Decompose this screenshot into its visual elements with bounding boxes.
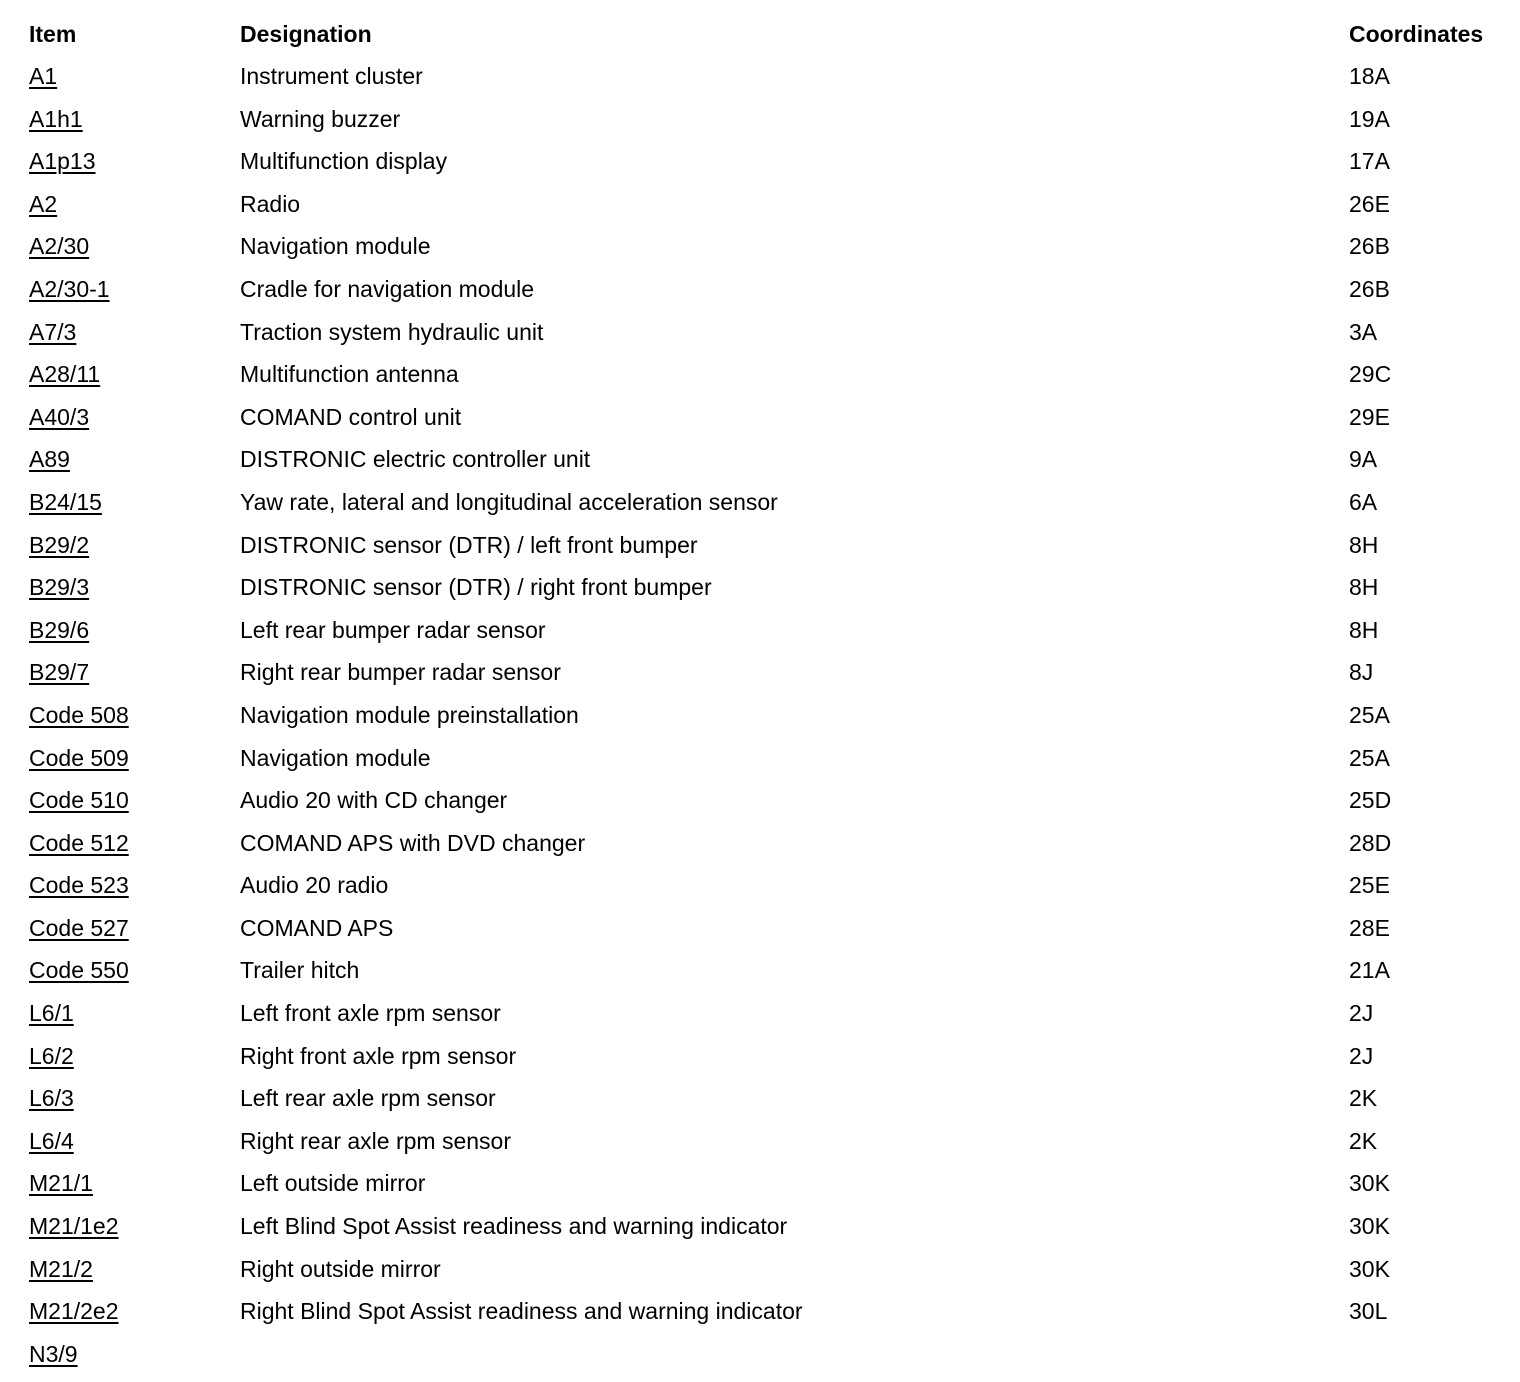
designation-cell: Left rear axle rpm sensor bbox=[240, 1085, 496, 1112]
item-link[interactable]: A40/3 bbox=[29, 403, 90, 430]
table-row bbox=[0, 689, 1520, 732]
item-link[interactable]: L6/3 bbox=[29, 1085, 74, 1112]
table-row bbox=[0, 859, 1520, 902]
table-row bbox=[0, 987, 1520, 1030]
designation-column-header: Designation bbox=[240, 21, 372, 47]
coordinates-cell: 21A bbox=[1349, 957, 1390, 984]
coordinates-cell: 30K bbox=[1349, 1255, 1390, 1282]
table-row bbox=[0, 1243, 1520, 1286]
table-row bbox=[0, 774, 1520, 817]
item-link[interactable]: A2/30 bbox=[29, 233, 90, 260]
designation-cell: DISTRONIC sensor (DTR) / left front bumper bbox=[240, 531, 698, 558]
item-link[interactable]: Code 510 bbox=[29, 787, 129, 814]
coordinates-cell: 8H bbox=[1349, 616, 1379, 643]
coordinates-cell: 30L bbox=[1349, 1298, 1388, 1325]
item-link[interactable]: L6/1 bbox=[29, 1000, 74, 1027]
table-row bbox=[0, 519, 1520, 562]
coordinates-cell: 6A bbox=[1349, 488, 1378, 515]
item-link[interactable]: A89 bbox=[29, 446, 70, 473]
item-link[interactable]: Code 523 bbox=[29, 872, 129, 899]
designation-cell: Trailer hitch bbox=[240, 957, 360, 984]
coordinates-cell: 17A bbox=[1349, 148, 1390, 175]
coordinates-cell: 28D bbox=[1349, 829, 1392, 856]
designation-cell: Right rear axle rpm sensor bbox=[240, 1127, 511, 1154]
item-link[interactable]: B29/7 bbox=[29, 659, 90, 686]
item-link[interactable]: A2/30-1 bbox=[29, 275, 110, 302]
table-row bbox=[0, 561, 1520, 604]
coordinates-cell: 9A bbox=[1349, 446, 1378, 473]
coordinates-cell: 8J bbox=[1349, 659, 1374, 686]
coordinates-cell: 18A bbox=[1349, 63, 1390, 89]
table-row bbox=[0, 476, 1520, 519]
designation-cell: Multifunction display bbox=[240, 148, 448, 175]
designation-cell: Cradle for navigation module bbox=[240, 275, 535, 302]
item-link[interactable]: A7/3 bbox=[29, 318, 77, 345]
designation-cell: Left rear bumper radar sensor bbox=[240, 616, 546, 643]
table-row bbox=[0, 1072, 1520, 1115]
item-link[interactable]: A28/11 bbox=[29, 361, 101, 388]
coordinates-cell: 29E bbox=[1349, 403, 1390, 430]
table-row bbox=[0, 50, 1520, 93]
designation-cell: Right outside mirror bbox=[240, 1255, 441, 1282]
table-row bbox=[0, 1157, 1520, 1200]
table-row bbox=[0, 135, 1520, 178]
coordinates-cell: 28E bbox=[1349, 914, 1390, 941]
coordinates-cell: 8H bbox=[1349, 574, 1379, 601]
coordinates-cell: 29C bbox=[1349, 361, 1392, 388]
item-link[interactable]: M21/2e2 bbox=[29, 1298, 119, 1325]
item-link[interactable]: B24/15 bbox=[29, 488, 102, 515]
item-link[interactable]: B29/2 bbox=[29, 531, 90, 558]
item-link[interactable]: L6/4 bbox=[29, 1127, 74, 1154]
table-row bbox=[0, 306, 1520, 349]
item-link[interactable]: A1 bbox=[29, 63, 58, 89]
table-row bbox=[0, 604, 1520, 647]
table-row bbox=[0, 263, 1520, 306]
designation-cell: DISTRONIC electric controller unit bbox=[240, 446, 591, 473]
designation-cell: Radio bbox=[240, 190, 301, 217]
item-link[interactable]: Code 512 bbox=[29, 829, 129, 856]
table-row bbox=[0, 348, 1520, 391]
designation-cell: Instrument cluster bbox=[240, 63, 423, 89]
coordinates-cell: 2K bbox=[1349, 1127, 1378, 1154]
table-row bbox=[0, 1030, 1520, 1073]
designation-cell: Left outside mirror bbox=[240, 1170, 426, 1197]
designation-cell: DISTRONIC sensor (DTR) / right front bumper bbox=[240, 574, 712, 601]
table-row bbox=[0, 178, 1520, 221]
designation-cell: Audio 20 radio bbox=[240, 872, 389, 899]
item-link[interactable]: M21/1e2 bbox=[29, 1213, 119, 1240]
designation-cell: COMAND APS bbox=[240, 914, 394, 941]
designation-cell: Navigation module bbox=[240, 233, 431, 260]
table-row bbox=[0, 1328, 1520, 1371]
coordinates-cell: 2K bbox=[1349, 1085, 1378, 1112]
designation-cell: Right rear bumper radar sensor bbox=[240, 659, 561, 686]
table-row bbox=[0, 1115, 1520, 1158]
designation-cell: COMAND control unit bbox=[240, 403, 462, 430]
coordinates-cell: 8H bbox=[1349, 531, 1379, 558]
coordinates-cell: 30K bbox=[1349, 1213, 1390, 1240]
table-row bbox=[0, 646, 1520, 689]
coordinates-cell: 25A bbox=[1349, 744, 1390, 771]
item-link[interactable]: B29/3 bbox=[29, 574, 90, 601]
designation-cell: Right Blind Spot Assist readiness and warning indicator bbox=[240, 1298, 803, 1325]
table-row bbox=[0, 391, 1520, 434]
table-row bbox=[0, 220, 1520, 263]
table-row bbox=[0, 732, 1520, 775]
table-row bbox=[0, 1285, 1520, 1328]
designation-cell: Warning buzzer bbox=[240, 105, 401, 132]
coordinates-cell: 25A bbox=[1349, 701, 1390, 728]
designation-cell: Navigation module preinstallation bbox=[240, 701, 579, 728]
coordinates-cell: 19A bbox=[1349, 105, 1390, 132]
item-link[interactable]: A1h1 bbox=[29, 105, 83, 132]
designation-cell: Multifunction antenna bbox=[240, 361, 459, 388]
table-row bbox=[0, 817, 1520, 860]
table-body bbox=[0, 50, 1520, 1370]
item-link[interactable]: M21/2 bbox=[29, 1255, 93, 1282]
table-row bbox=[0, 902, 1520, 945]
coordinates-column-header: Coordinates bbox=[1349, 21, 1484, 47]
designation-cell: COMAND APS with DVD changer bbox=[240, 829, 586, 856]
coordinates-cell: 25D bbox=[1349, 787, 1392, 814]
item-link[interactable]: A2 bbox=[29, 190, 58, 217]
table-row bbox=[0, 1200, 1520, 1243]
designation-cell: Left front axle rpm sensor bbox=[240, 1000, 501, 1027]
item-link[interactable]: Code 550 bbox=[29, 957, 129, 984]
coordinates-cell: 26E bbox=[1349, 190, 1390, 217]
designation-cell: Yaw rate, lateral and longitudinal acceleration sensor bbox=[240, 488, 778, 515]
item-link[interactable]: B29/6 bbox=[29, 616, 90, 643]
coordinates-cell: 26B bbox=[1349, 275, 1390, 302]
designation-cell: Traction system hydraulic unit bbox=[240, 318, 544, 345]
item-link[interactable]: Code 508 bbox=[29, 701, 129, 728]
item-column-header: Item bbox=[29, 21, 77, 47]
item-link[interactable]: M21/1 bbox=[29, 1170, 93, 1197]
table-row bbox=[0, 433, 1520, 476]
table-row bbox=[0, 944, 1520, 987]
coordinates-cell: 2J bbox=[1349, 1000, 1374, 1027]
table-row bbox=[0, 93, 1520, 136]
coordinates-cell: 25E bbox=[1349, 872, 1390, 899]
item-link[interactable]: L6/2 bbox=[29, 1042, 74, 1069]
table-header bbox=[0, 0, 1520, 50]
item-link[interactable]: N3/9 bbox=[29, 1340, 78, 1367]
coordinates-cell: 26B bbox=[1349, 233, 1390, 260]
item-link[interactable]: A1p13 bbox=[29, 148, 96, 175]
designation-cell: Audio 20 with CD changer bbox=[240, 787, 508, 814]
designation-cell: Left Blind Spot Assist readiness and warning indicator bbox=[240, 1213, 788, 1240]
item-link[interactable]: Code 527 bbox=[29, 914, 129, 941]
designation-cell: Navigation module bbox=[240, 744, 431, 771]
designation-cell: Right front axle rpm sensor bbox=[240, 1042, 517, 1069]
item-link[interactable]: Code 509 bbox=[29, 744, 129, 771]
coordinates-cell: 2J bbox=[1349, 1042, 1374, 1069]
coordinates-cell: 30K bbox=[1349, 1170, 1390, 1197]
coordinates-cell: 3A bbox=[1349, 318, 1378, 345]
